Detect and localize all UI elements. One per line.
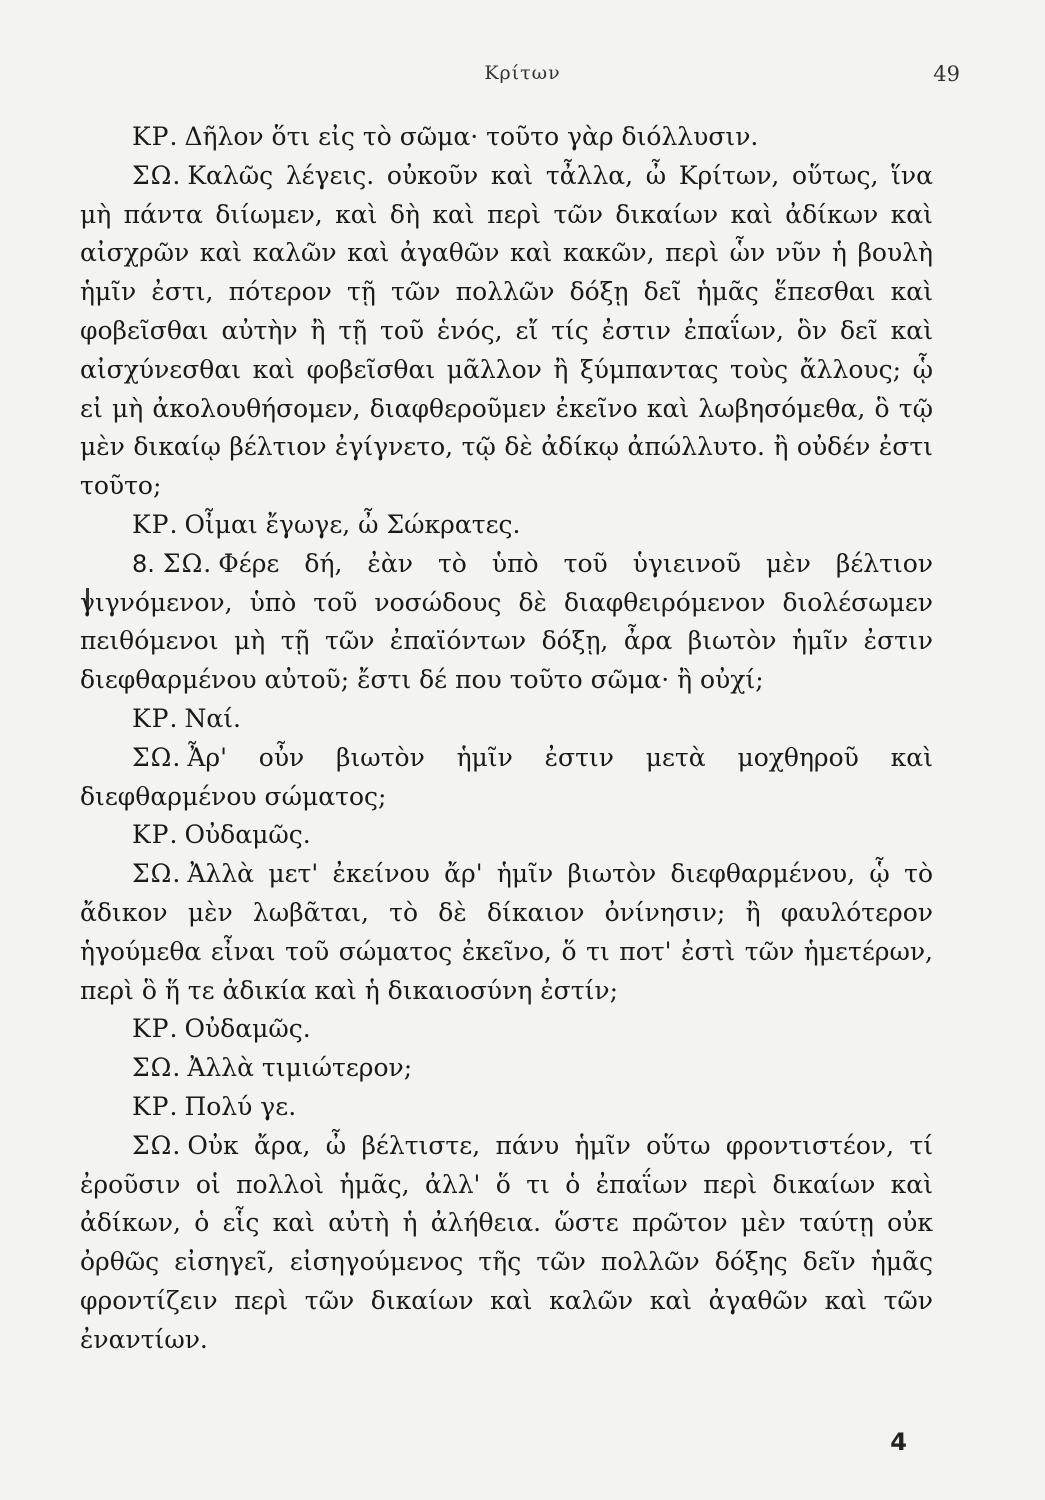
- speaker-label: ΚΡ.: [132, 820, 179, 850]
- paragraph-text: Φέρε δή, ἐὰν τὸ ὑπὸ τοῦ ὑγιεινοῦ μὲν βέλτιον γιγνόμενον, ὑπὸ τοῦ νοσώδους δὲ διαφθειρόμενον διολέσωμεν πειθόμενοι μὴ τῇ τῶν ἐπαϊόντων δόξῃ, ἆρα βιωτὸν ἡμῖν ἐστιν διεφθαρμένου αὐτοῦ; ἔστι δέ που τοῦτο σῶμα· ἢ οὐχί;: [80, 548, 933, 695]
- speaker-label: ΣΩ.: [132, 1053, 182, 1083]
- dialogue-paragraph: [80, 1088, 933, 1127]
- speaker-label: ΣΩ.: [132, 160, 182, 190]
- paragraph-text: Ἆρ' οὖν βιωτὸν ἡμῖν ἐστιν μετὰ μοχθηροῦ καὶ διεφθαρμένου σώματος;: [80, 742, 933, 811]
- page-number: 49: [933, 62, 960, 86]
- paragraph-text: Οὐδαμῶς.: [184, 820, 311, 850]
- paragraph-text: Ἀλλὰ τιμιώτερον;: [187, 1053, 413, 1083]
- speaker-label: ΣΩ.: [162, 548, 213, 578]
- speaker-label: ΚΡ.: [132, 703, 179, 733]
- paragraph-text: Ἀλλὰ μετ' ἐκείνου ἄρ' ἡμῖν βιωτὸν διεφθαρμένου, ᾧ τὸ ἄδικον μὲν λωβᾶται, τὸ δὲ δίκαιον ὀνίνησιν; ἢ φαυλότερον ἡγούμεθα εἶναι τοῦ σώματος ἐκεῖνο, ὅ τι ποτ' ἐστὶ τῶν ἡμετέρων, περὶ ὃ ἥ τε ἀδικία καὶ ἡ δικαιοσύνη ἐστίν;: [80, 859, 933, 1005]
- section-number: 8.: [132, 549, 155, 578]
- paragraph-text: Οἶμαι ἔγωγε, ὦ Σώκρατες.: [184, 509, 521, 539]
- dialogue-paragraph: [80, 118, 933, 157]
- dialogue-paragraph: [80, 816, 933, 855]
- dialogue-paragraph: [80, 739, 933, 817]
- paragraph-text: Πολύ γε.: [184, 1091, 297, 1121]
- dialogue-paragraph: [80, 1010, 933, 1049]
- dialogue-paragraph: [80, 700, 933, 739]
- speaker-label: ΚΡ.: [132, 509, 179, 539]
- dialogue-text: [80, 118, 933, 1360]
- speaker-label: ΚΡ.: [132, 122, 179, 151]
- dialogue-paragraph: [80, 545, 933, 700]
- paragraph-text: Ναί.: [184, 703, 241, 733]
- speaker-label: ΣΩ.: [132, 859, 182, 889]
- paragraph-text: Καλῶς λέγεις. οὐκοῦν καὶ τἆλλα, ὦ Κρίτων, οὕτως, ἵνα μὴ πάντα διίωμεν, καὶ δὴ καὶ περὶ τῶν δικαίων καὶ ἀδίκων καὶ αἰσχρῶν καὶ καλῶν καὶ ἀγαθῶν καὶ κακῶν, περὶ ὧν νῦν ἡ βουλὴ ἡμῖν ἐστι, πότερον τῇ τῶν πολλῶν δόξῃ δεῖ ἡμᾶς ἕπεσθαι καὶ φοβεῖσθαι αὐτὴν ἢ τῇ τοῦ ἑνός, εἴ τίς ἐστιν ἐπαΐων, ὃν δεῖ καὶ αἰσχύνεσθαι καὶ φοβεῖσθαι μᾶλλον ἢ ξύμπαντας τοὺς ἄλλους; ᾧ εἰ μὴ ἀκολουθήσομεν, διαφθεροῦμεν ἐκεῖνο καὶ λωβησόμεθα, ὃ τῷ μὲν δικαίῳ βέλτιον ἐγίγνετο, τῷ δὲ ἀδίκῳ ἀπώλλυτο. ἢ οὐδέν ἐστι τοῦτο;: [80, 160, 933, 501]
- running-head: [0, 62, 1045, 92]
- paragraph-text: Οὐκ ἄρα, ὦ βέλτιστε, πάνυ ἡμῖν οὕτω φροντιστέον, τί ἐροῦσιν οἱ πολλοὶ ἡμᾶς, ἀλλ' ὅ τι ὁ ἐπαΐων περὶ δικαίων καὶ ἀδίκων, ὁ εἷς καὶ αὐτὴ ἡ ἀλήθεια. ὥστε πρῶτον μὲν ταύτῃ οὐκ ὀρθῶς εἰσηγεῖ, εἰσηγούμενος τῆς τῶν πολλῶν δόξης δεῖν ἡμᾶς φροντίζειν περὶ τῶν δικαίων καὶ καλῶν καὶ ἀγαθῶν καὶ τῶν ἐναντίων.: [80, 1130, 933, 1354]
- dialogue-paragraph: [80, 855, 933, 1010]
- speaker-label: ΚΡ.: [132, 1014, 179, 1044]
- dialogue-paragraph: [80, 1049, 933, 1088]
- running-title: Κρίτων: [484, 62, 561, 84]
- dialogue-paragraph: [80, 1127, 933, 1360]
- speaker-label: ΚΡ.: [132, 1091, 179, 1121]
- signature-mark: 4: [890, 1428, 907, 1456]
- paragraph-text: Δῆλον ὅτι εἰς τὸ σῶμα· τοῦτο γὰρ διόλλυσιν.: [184, 122, 759, 151]
- dialogue-paragraph: [80, 506, 933, 545]
- dialogue-paragraph: [80, 157, 933, 506]
- paragraph-text: Οὐδαμῶς.: [184, 1014, 311, 1044]
- speaker-label: ΣΩ.: [132, 742, 182, 772]
- speaker-label: ΣΩ.: [132, 1130, 182, 1160]
